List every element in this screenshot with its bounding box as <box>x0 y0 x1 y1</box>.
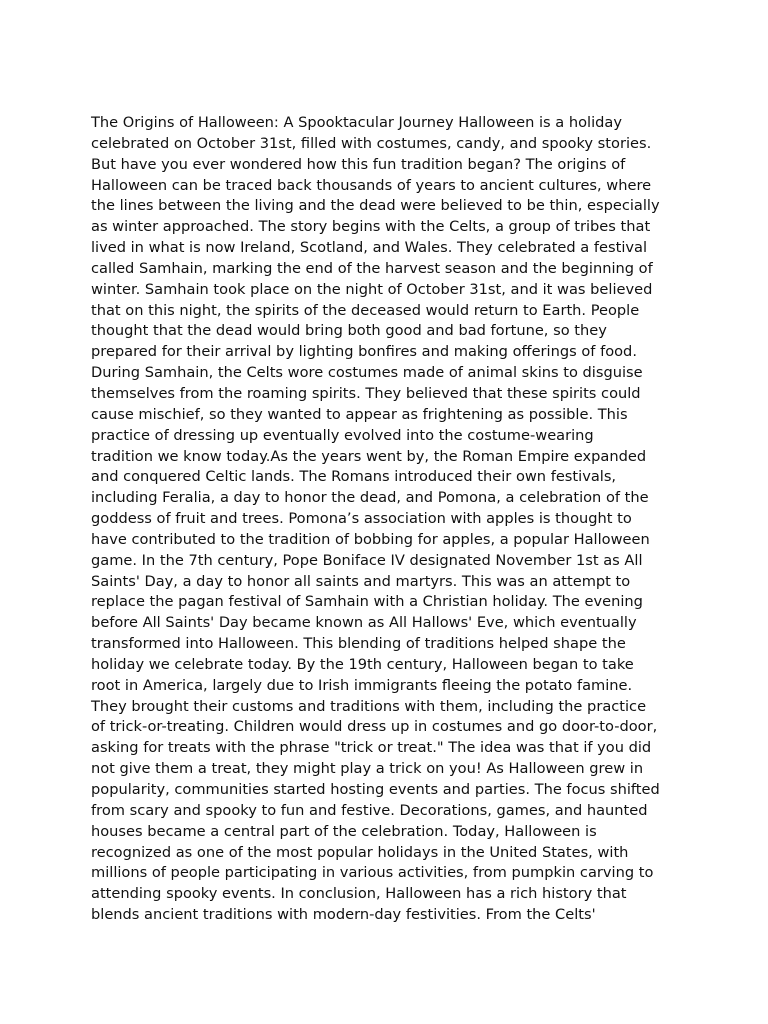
document-body-text: The Origins of Halloween: A Spooktacular Journey Halloween is a holiday celebrated on October 31st, filled with costumes, candy, and spooky stories. But have you ever wondered how this fun tradition began? The origins of Halloween can be traced back thousands of years to ancient cultures, where the lines between the living and the dead were believed to be thin, especially as winter approached. The story begins with the Celts, a group of tribes that lived in what is now Ireland, Scotland, and Wales. They celebrated a festival called Samhain, marking the end of the harvest season and the beginning of winter. Samhain took place on the night of October 31st, and it was believed that on this night, the spirits of the deceased would return to Earth. People thought that the dead would bring both good and bad fortune, so they prepared for their arrival by lighting bonfires and making offerings of food. During Samhain, the Celts wore costumes made of animal skins to disguise themselves from the roaming spirits. They believed that these spirits could cause mischief, so they wanted to appear as frightening as possible. This practice of dressing up eventually evolved into the costume-wearing tradition we know today.As the years went by, the Roman Empire expanded and conquered Celtic lands. The Romans introduced their own festivals, including Feralia, a day to honor the dead, and Pomona, a celebration of the goddess of fruit and trees. Pomona’s association with apples is thought to have contributed to the tradition of bobbing for apples, a popular Halloween game. In the 7th century, Pope Boniface IV designated November 1st as All Saints' Day, a day to honor all saints and martyrs. This was an attempt to replace the pagan festival of Samhain with a Christian holiday. The evening before All Saints' Day became known as All Hallows' Eve, which eventually transformed into Halloween. This blending of traditions helped shape the holiday we celebrate today. By the 19th century, Halloween began to take root in America, largely due to Irish immigrants fleeing the potato famine. They brought their customs and traditions with them, including the practice of trick-or-treating. Children would dress up in costumes and go door-to-door, asking for treats with the phrase "trick or treat." The idea was that if you did not give them a treat, they might play a trick on you! As Halloween grew in popularity, communities started hosting events and parties. The focus shifted from scary and spooky to fun and festive. Decorations, games, and haunted houses became a central part of the celebration. Today, Halloween is recognized as one of the most popular holidays in the United States, with millions of people participating in various activities, from pumpkin carving to attending spooky events. In conclusion, Halloween has a rich history that blends ancient traditions with modern-day festivities. From the Celts' <box>91 114 660 924</box>
